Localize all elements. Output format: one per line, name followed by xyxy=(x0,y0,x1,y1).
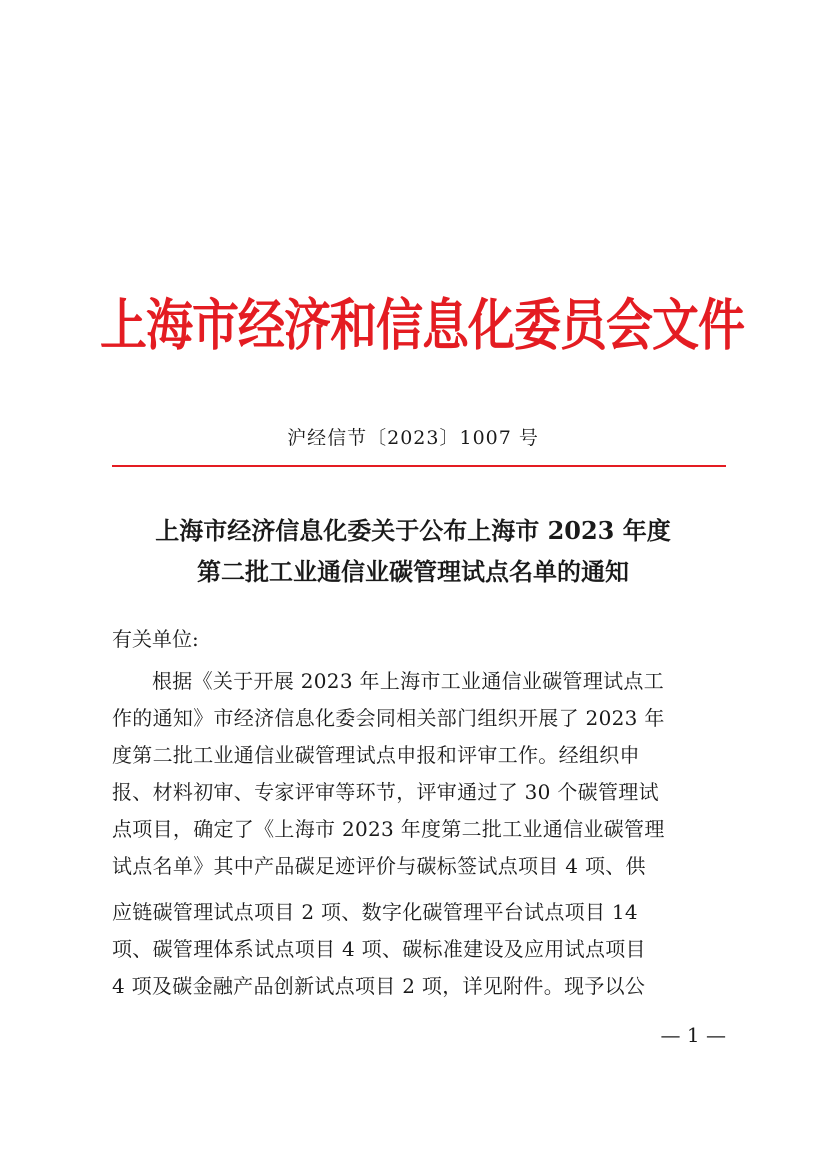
document-number: 沪经信节〔2023〕1007 号 xyxy=(287,427,539,449)
body-text-line: 应链碳管理试点项目 2 项、数字化碳管理平台试点项目 14 xyxy=(112,900,638,924)
red-divider-line xyxy=(112,465,726,467)
notice-title-line-2: 第二批工业通信业碳管理试点名单的通知 xyxy=(197,557,629,586)
body-text-line: 根据《关于开展 2023 年上海市工业通信业碳管理试点工 xyxy=(152,669,665,693)
body-text-line: 点项目，确定了《上海市 2023 年度第二批工业通信业碳管理 xyxy=(112,817,665,841)
notice-title-line-1: 上海市经济信息化委关于公布上海市 2023 年度 xyxy=(155,516,671,545)
body-text-line: 作的通知》市经济信息化委会同相关部门组织开展了 2023 年 xyxy=(112,706,665,730)
salutation: 有关单位: xyxy=(112,627,199,651)
body-text-line: 试点名单》其中产品碳足迹评价与碳标签试点项目 4 项、供 xyxy=(112,854,646,878)
masthead-title: 上海市经济和信息化委员会文件 xyxy=(100,293,744,359)
body-text-line: 项、碳管理体系试点项目 4 项、碳标准建设及应用试点项目 xyxy=(112,937,646,961)
page-number: — 1 — xyxy=(660,1023,726,1047)
body-text-line: 报、材料初审、专家评审等环节，评审通过了 30 个碳管理试 xyxy=(112,780,659,804)
body-text-line: 4 项及碳金融产品创新试点项目 2 项，详见附件。现予以公 xyxy=(112,974,646,998)
body-text-line: 度第二批工业通信业碳管理试点申报和评审工作。经组织申 xyxy=(112,743,640,767)
